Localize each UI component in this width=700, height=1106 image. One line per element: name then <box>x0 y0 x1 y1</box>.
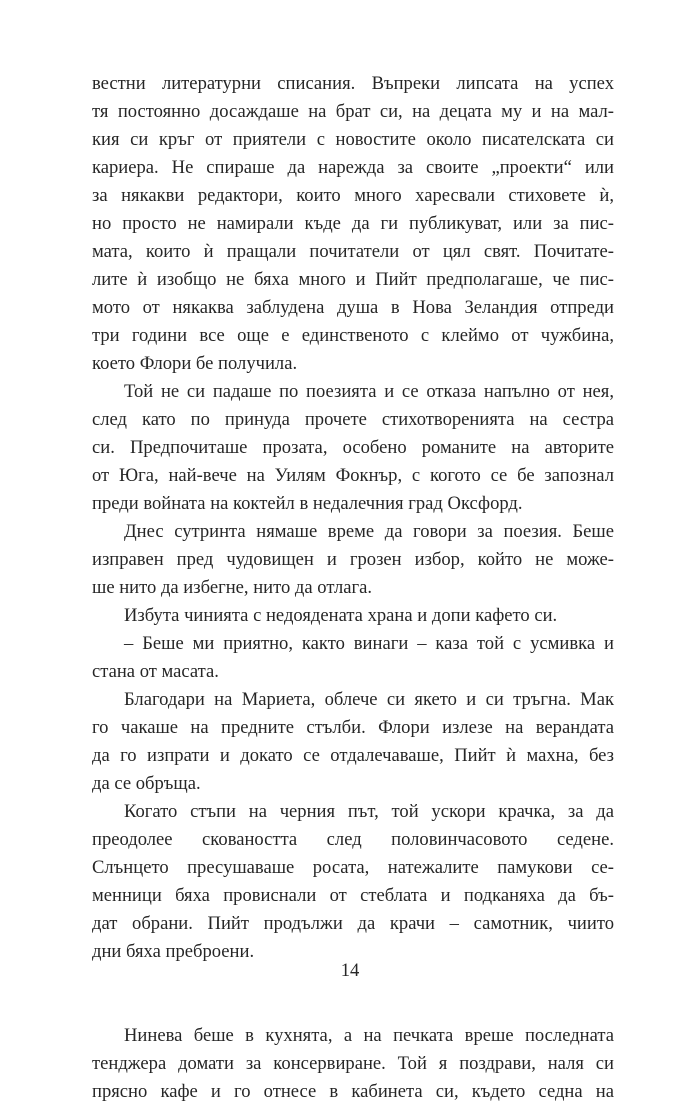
text-line: да се обръща. <box>92 773 201 794</box>
text-line: вестни литературни списания. Въпреки липсата на успех <box>92 73 614 94</box>
text-line: Той не си падаше по поезията и се отказа напълно от нея, <box>124 381 614 402</box>
text-line: си. Предпочиташе прозата, особено романите на авторите <box>92 437 614 458</box>
text-line: Когато стъпи на черния път, той ускори крачка, за да <box>124 801 614 822</box>
text-line: преди войната на коктейл в недалечния град Оксфорд. <box>92 493 523 514</box>
text-line: тя постоянно досаждаше на брат си, на децата му и на мал- <box>92 101 614 122</box>
text-line: мата, които ѝ пращали почитатели от цял свят. Почитате- <box>92 241 614 262</box>
text-line: след като по принуда прочете стихотворенията на сестра <box>92 409 614 430</box>
text-line: лите ѝ изобщо не бяха много и Пийт предполагаше, че пис- <box>92 269 614 290</box>
text-line: изправен пред чудовищен и грозен избор, който не може- <box>92 549 614 570</box>
text-line: но просто не намирали къде да ги публикуват, или за пис- <box>92 213 614 234</box>
text-line: Избута чинията с недоядената храна и допи кафето си. <box>124 605 558 626</box>
text-line: мото от някаква заблудена душа в Нова Зеландия отпреди <box>92 297 614 318</box>
text-line: да го изпрати и докато се отдалечаваше, Пийт ѝ махна, без <box>92 745 614 766</box>
text-line: Днес сутринта нямаше време да говори за поезия. Беше <box>124 521 614 542</box>
body-text <box>92 70 614 1106</box>
text-line: кариера. Не спираше да нарежда за своите „проекти“ или <box>92 157 614 178</box>
text-line: стана от масата. <box>92 661 219 682</box>
text-line: прясно кафе и го отнесе в кабинета си, където седна на <box>92 1081 614 1102</box>
text-line: което Флори бе получила. <box>92 353 298 374</box>
text-line: три години все още е единственото с клеймо от чужбина, <box>92 325 614 346</box>
text-line: дат обрани. Пийт продължи да крачи – самотник, чиито <box>92 913 614 934</box>
text-line: дни бяха преброени. <box>92 941 255 962</box>
text-line: кия си кръг от приятели с новостите около писателската си <box>92 129 614 150</box>
text-line: менници бяха провиснали от стеблата и подканяха да бъ- <box>92 885 614 906</box>
text-line: Нинева беше в кухнята, а на печката вреше последната <box>124 1025 614 1046</box>
text-line: за някакви редактори, които много харесвали стиховете ѝ, <box>92 185 614 206</box>
page-number: 14 <box>340 960 360 981</box>
text-line: – Беше ми приятно, както винаги – каза той с усмивка и <box>124 633 614 654</box>
text-line: ше нито да избегне, нито да отлага. <box>92 577 373 598</box>
text-line: преодолее сковаността след половинчасовото седене. <box>92 829 614 850</box>
text-line: от Юга, най-вече на Уилям Фокнър, с когото се бе запознал <box>92 465 614 486</box>
text-line: го чакаше на предните стълби. Флори излезе на верандата <box>92 717 614 738</box>
text-line: Слънцето пресушаваше росата, натежалите памукови се- <box>92 857 614 878</box>
text-line: Благодари на Мариета, облече си якето и си тръгна. Мак <box>124 689 614 710</box>
text-line: тенджера домати за консервиране. Той я поздрави, наля си <box>92 1053 614 1074</box>
